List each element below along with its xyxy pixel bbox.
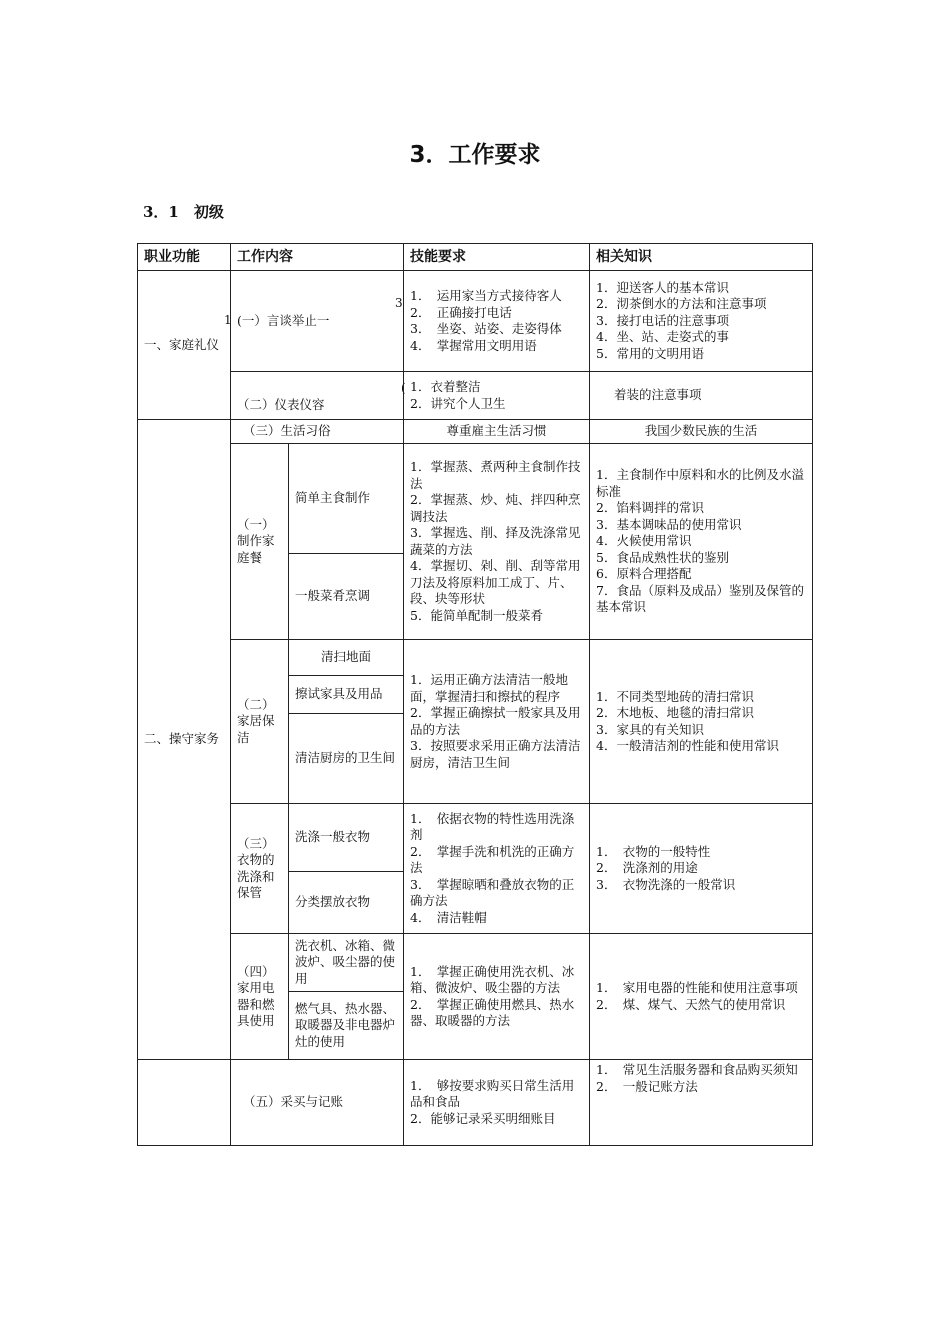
list-item: 1．衣着整洁 [410, 379, 481, 394]
item-cell: 分类摆放衣物 [289, 872, 404, 934]
list-item: 1． 运用家当方式接待客人 [410, 288, 562, 303]
list-item: 3． 坐姿、站姿、走姿得体 [410, 321, 562, 336]
list-item: 3．基本调味品的使用常识 [596, 516, 742, 532]
list-item: 4．掌握切、剁、削、刮等常用刀法及将原料加工成丁、片、段、块等形状 [410, 558, 581, 606]
knowledge-cell [590, 444, 813, 640]
list-item: 4．一般清洁剂的性能和使用常识 [596, 738, 779, 753]
list-item: 2． 正确接打电话 [410, 304, 512, 320]
list-item: 3． 掌握晾晒和叠放衣物的正确方法 [410, 876, 575, 909]
table-row [138, 934, 813, 992]
table-row [138, 444, 813, 554]
function-cell: 二、操守家务 [138, 420, 231, 1060]
table-header-row [138, 244, 813, 271]
list-item: 2． 掌握手洗和机洗的正确方法 [410, 843, 575, 876]
list-item: 3．家具的有关知识 [596, 721, 704, 737]
list-item: 5．能简单配制一般菜肴 [410, 607, 543, 623]
knowledge-list [596, 980, 806, 1013]
group-label: （一）制作家庭餐 [231, 444, 289, 640]
list-item: 面，掌握清扫和擦拭的程序 [410, 688, 561, 704]
list-item: 1．迎送客人的基本常识 [596, 279, 729, 295]
skills-cell [404, 444, 590, 640]
list-item: 2．讲究个人卫生 [410, 395, 506, 411]
list-item: 1．掌握蒸、煮两种主食制作技法 [410, 459, 581, 491]
list-item: 1．主食制作中原料和水的比例及水溢标准 [596, 467, 804, 499]
list-item: 2． 掌握正确使用燃具、热水器、取暖器的方法 [410, 996, 575, 1028]
item-cell: 清扫地面 [289, 640, 404, 676]
skills-cell [404, 271, 590, 372]
item-cell: 简单主食制作 [289, 444, 404, 554]
list-item: 2．掌握正确擦拭一般家具及用品的方法 [410, 705, 581, 737]
list-item: 4．坐、站、走姿式的事 [596, 329, 729, 345]
margin-mark: ( [401, 381, 406, 395]
list-item: 2．能够记录采买明细账目 [410, 1110, 556, 1126]
knowledge-cell [590, 1060, 813, 1146]
table-row [138, 1060, 813, 1146]
list-item: 1． 依据衣物的特性选用洗涤剂 [410, 810, 575, 843]
list-item: 3．接打电话的注意事项 [596, 312, 729, 328]
skills-list [410, 379, 583, 412]
skills-list [410, 964, 583, 1030]
skills-list [410, 672, 583, 771]
skills-cell [404, 1060, 590, 1146]
table-row [138, 420, 813, 444]
list-item: 3．掌握选、削、择及洗涤常见蔬菜的方法 [410, 525, 581, 557]
header-skills: 技能要求 [404, 244, 590, 271]
header-knowledge: 相关知识 [590, 244, 813, 271]
list-item: 6．原料合理搭配 [596, 566, 692, 582]
page-title: 3．工作要求 [409, 142, 541, 168]
item-cell: 洗涤一般衣物 [289, 804, 404, 872]
list-item: 7．食品（原料及成品）鉴别及保管的基本常识 [596, 582, 804, 615]
list-item: 1． 衣物的一般特性 [596, 843, 711, 859]
list-item: 1． 常见生活服务器和食品购买须知 [596, 1062, 798, 1077]
item-cell: 洗衣机、冰箱、微波炉、吸尘器的使用 [289, 934, 404, 992]
list-item: 1． 掌握正确使用洗衣机、冰箱、微波炉、吸尘器的方法 [410, 963, 575, 995]
list-item: 5．食品成熟性状的鉴别 [596, 549, 729, 565]
knowledge-cell [590, 271, 813, 372]
skills-list [410, 1078, 583, 1128]
margin-mark: 3 [395, 296, 403, 310]
list-item: 4． 掌握常用文明用语 [410, 337, 537, 353]
content-cell: （三）生活习俗 [231, 420, 404, 444]
knowledge-cell [590, 934, 813, 1060]
group-label: （二）家居保洁 [231, 640, 289, 804]
knowledge-list [596, 467, 806, 616]
header-content: 工作内容 [231, 244, 404, 271]
list-item: 2． 洗涤剂的用途 [596, 860, 698, 876]
list-item: 3． 衣物洗涤的一般常识 [596, 876, 736, 892]
group-label: （四）家用电器和燃具使用 [231, 934, 289, 1060]
skills-list [410, 459, 583, 624]
list-item: 2．馅料调拌的常识 [596, 500, 704, 516]
content-cell: （二）仪表仪容 [231, 372, 404, 420]
item-cell: 燃气具、热水器、取暖器及非电器炉灶的使用 [289, 992, 404, 1060]
header-function: 职业功能 [138, 244, 231, 271]
list-item: 1．不同类型地砖的清扫常识 [596, 688, 754, 704]
knowledge-list [596, 844, 806, 894]
skills-cell [404, 640, 590, 804]
knowledge-cell: 着装的注意事项 [590, 372, 813, 420]
table-row [138, 640, 813, 676]
list-item: 2． 一般记账方法 [596, 1078, 698, 1094]
skills-cell [404, 934, 590, 1060]
list-item: 5．常用的文明用语 [596, 345, 704, 361]
item-cell: 清洁厨房的卫生间 [289, 714, 404, 804]
skills-cell: 尊重雇主生活习惯 [404, 420, 590, 444]
function-cell: 一、家庭礼仪 [138, 271, 231, 420]
content-cell: (一）言谈举止一 [231, 271, 404, 372]
item-cell: 擦试家具及用品 [289, 676, 404, 714]
function-cell-continued [138, 1060, 231, 1146]
skills-list [410, 288, 583, 354]
table-row [138, 372, 813, 420]
table-row [138, 804, 813, 872]
knowledge-cell [590, 804, 813, 934]
knowledge-cell [590, 640, 813, 804]
skills-cell [404, 804, 590, 934]
knowledge-list [596, 689, 806, 755]
requirements-table-tail [137, 1059, 813, 1146]
table-row [138, 271, 813, 372]
skills-list [410, 811, 583, 927]
margin-mark: 1 [224, 313, 232, 327]
item-cell: 一般菜肴烹调 [289, 554, 404, 640]
requirements-table [137, 243, 813, 1060]
section-subtitle: 3．1 初级 [143, 203, 224, 221]
knowledge-cell: 我国少数民族的生活 [590, 420, 813, 444]
list-item: 2． 煤、煤气、天然气的使用常识 [596, 996, 786, 1012]
list-item: 1． 够按要求购买日常生活用品和食品 [410, 1077, 575, 1110]
list-item: 4．火候使用常识 [596, 533, 692, 549]
list-item: 1．运用正确方法清洁一般地 [410, 672, 568, 687]
list-item: 3．按照要求采用正确方法清洁厨房，清洁卫生间 [410, 738, 581, 770]
list-item: 2．木地板、地毯的清扫常识 [596, 705, 754, 720]
content-cell: （五）采买与记账 [231, 1060, 404, 1146]
knowledge-list [596, 280, 806, 363]
group-label: （三）衣物的洗涤和保管 [231, 804, 289, 934]
list-item: 1． 家用电器的性能和使用注意事项 [596, 980, 798, 995]
list-item: 2．掌握蒸、炒、炖、拌四种烹调技法 [410, 492, 581, 524]
list-item: 4． 清洁鞋帽 [410, 909, 487, 925]
skills-cell [404, 372, 590, 420]
knowledge-list [596, 1062, 806, 1095]
list-item: 2．沏茶倒水的方法和注意事项 [596, 296, 767, 312]
